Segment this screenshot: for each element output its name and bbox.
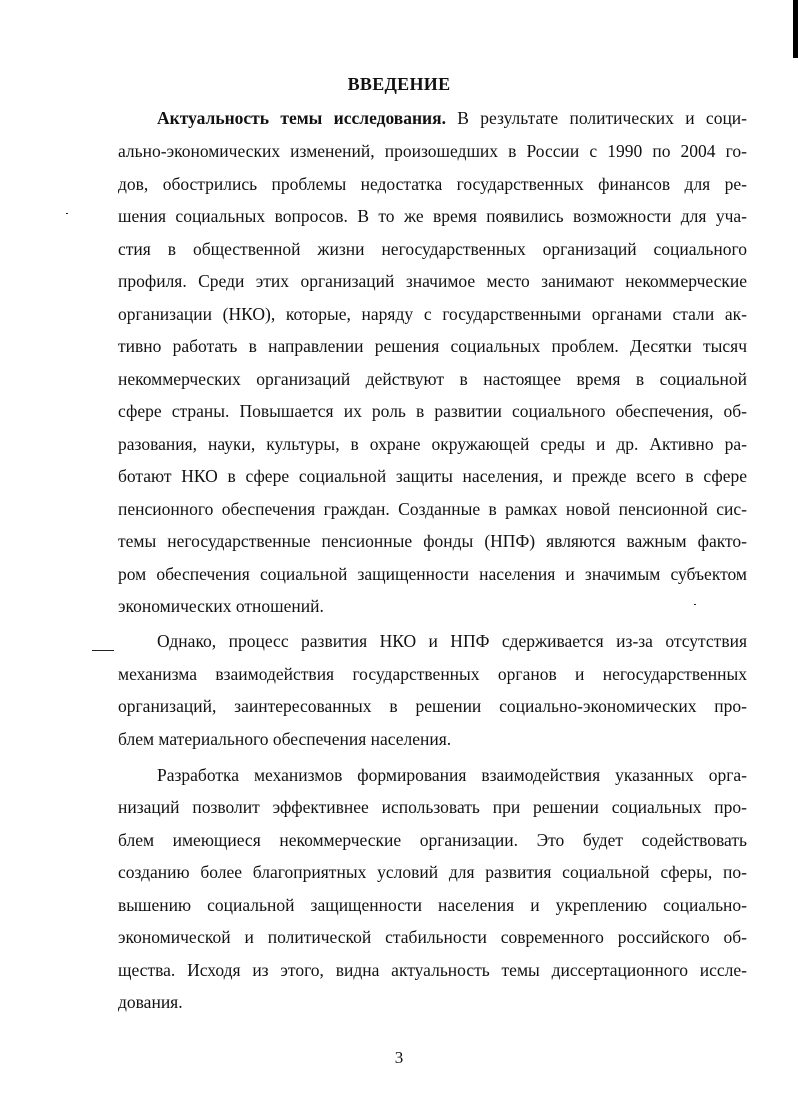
paragraph-line: шения социальных вопросов. В то же время появились возможности для уча-: [118, 206, 747, 226]
paragraph-line: низаций позволит эффективнее использовать при решении социальных про-: [118, 797, 747, 817]
scan-speck: [66, 213, 68, 214]
scan-speck: [92, 650, 114, 651]
paragraph-line: Разработка механизмов формирования взаимодействия указанных орга-: [157, 765, 747, 785]
paragraph-line: Актуальность темы исследования. В результате политических и соци-: [157, 108, 747, 128]
paragraph-line: тивно работать в направлении решения социальных проблем. Десятки тысяч: [118, 336, 747, 356]
paragraph-line: блем материального обеспечения населения.: [118, 729, 452, 749]
paragraph-line: экономических отношений.: [118, 596, 324, 616]
paragraph-line: ально-экономических изменений, произошедших в России с 1990 по 2004 го-: [118, 141, 747, 161]
paragraph-line: щества. Исходя из этого, видна актуальность темы диссертационного иссле-: [118, 960, 747, 980]
paragraph-line: дования.: [118, 992, 183, 1012]
paragraph-line: вышению социальной защищенности населения и укреплению социально-: [118, 895, 747, 915]
paragraph-line: экономической и политической стабильности современного российского об-: [118, 927, 747, 947]
page-number: 3: [394, 1048, 404, 1067]
paragraph-line: Однако, процесс развития НКО и НПФ сдерживается из-за отсутствия: [157, 631, 747, 651]
paragraph-line: созданию более благоприятных условий для развития социальной сферы, по-: [118, 862, 747, 882]
paragraph-line: пенсионного обеспечения граждан. Созданные в рамках новой пенсионной сис-: [118, 499, 747, 519]
paragraph-line: профиля. Среди этих организаций значимое место занимают некоммерческие: [118, 271, 747, 291]
paragraph-line: механизма взаимодействия государственных органов и негосударственных: [118, 664, 747, 684]
paragraph-line: стия в общественной жизни негосударственных организаций социального: [118, 239, 747, 259]
paragraph-line: организаций, заинтересованных в решении социально-экономических про-: [118, 696, 747, 716]
paragraph-line: ботают НКО в сфере социальной защиты населения, и прежде всего в сфере: [118, 466, 747, 486]
paragraph-lead: Актуальность темы исследования.: [157, 108, 446, 128]
scan-edge-mark: [793, 0, 798, 58]
paragraph-line: некоммерческих организаций действуют в настоящее время в социальной: [118, 369, 747, 389]
paragraph-line: темы негосударственные пенсионные фонды (НПФ) являются важным факто-: [118, 531, 747, 551]
paragraph-line: ром обеспечения социальной защищенности населения и значимым субъектом: [118, 564, 747, 584]
paragraph-line: разования, науки, культуры, в охране окружающей среды и др. Активно ра-: [118, 434, 747, 454]
paragraph-line: блем имеющиеся некоммерческие организации. Это будет содействовать: [118, 830, 747, 850]
paragraph-line: организации (НКО), которые, наряду с государственными органами стали ак-: [118, 304, 747, 324]
section-title: ВВЕДЕНИЕ: [347, 74, 451, 94]
paragraph-line: сфере страны. Повышается их роль в развитии социального обеспечения, об-: [118, 401, 747, 421]
paragraph-line: дов, обострились проблемы недостатка государственных финансов для ре-: [118, 174, 747, 194]
